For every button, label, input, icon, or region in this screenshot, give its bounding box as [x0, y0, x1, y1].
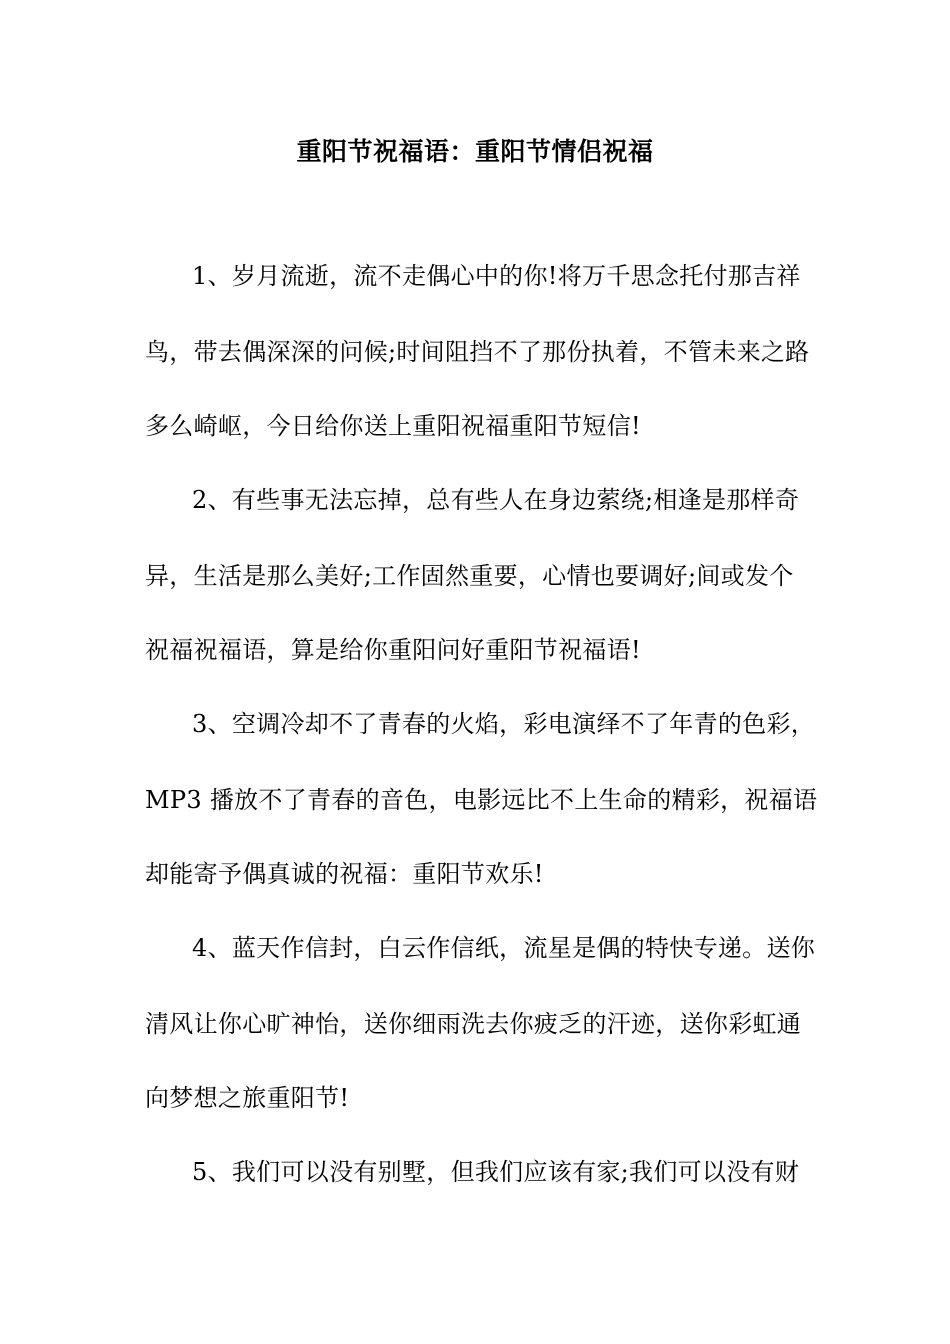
paragraph-3-line-1: 3、空调冷却不了青春的火焰，彩电演绎不了年青的色彩，: [192, 710, 816, 738]
document-title: 重阳节祝福语：重阳节情侣祝福: [296, 137, 654, 166]
paragraph-3-line-2: MP3 播放不了青春的音色，电影远比不上生命的精彩，祝福语: [145, 786, 818, 814]
paragraph-1-line-2: 鸟，带去偶深深的问候;时间阻挡不了那份执着，不管未来之路: [145, 338, 810, 366]
paragraph-2-line-3: 祝福祝福语，算是给你重阳问好重阳节祝福语!: [145, 636, 641, 664]
paragraph-3-line-3: 却能寄予偶真诚的祝福：重阳节欢乐!: [145, 860, 544, 888]
paragraph-5-line-1: 5、我们可以没有别墅，但我们应该有家;我们可以没有财: [192, 1158, 800, 1186]
paragraph-1-line-1: 1、岁月流逝，流不走偶心中的你!将万千思念托付那吉祥: [192, 262, 801, 290]
paragraph-4-line-3: 向梦想之旅重阳节!: [145, 1084, 350, 1112]
paragraph-2-line-2: 异，生活是那么美好;工作固然重要，心情也要调好;间或发个: [145, 562, 794, 590]
paragraph-4-line-1: 4、蓝天作信封，白云作信纸，流星是偶的特快专递。送你: [192, 934, 816, 962]
paragraph-1-line-3: 多么崎岖，今日给你送上重阳祝福重阳节短信!: [145, 412, 641, 440]
paragraph-2-line-1: 2、有些事无法忘掉，总有些人在身边萦绕;相逢是那样奇: [192, 486, 800, 514]
paragraph-4-line-2: 清风让你心旷神怡，送你细雨洗去你疲乏的汗迹，送你彩虹通: [145, 1010, 802, 1038]
